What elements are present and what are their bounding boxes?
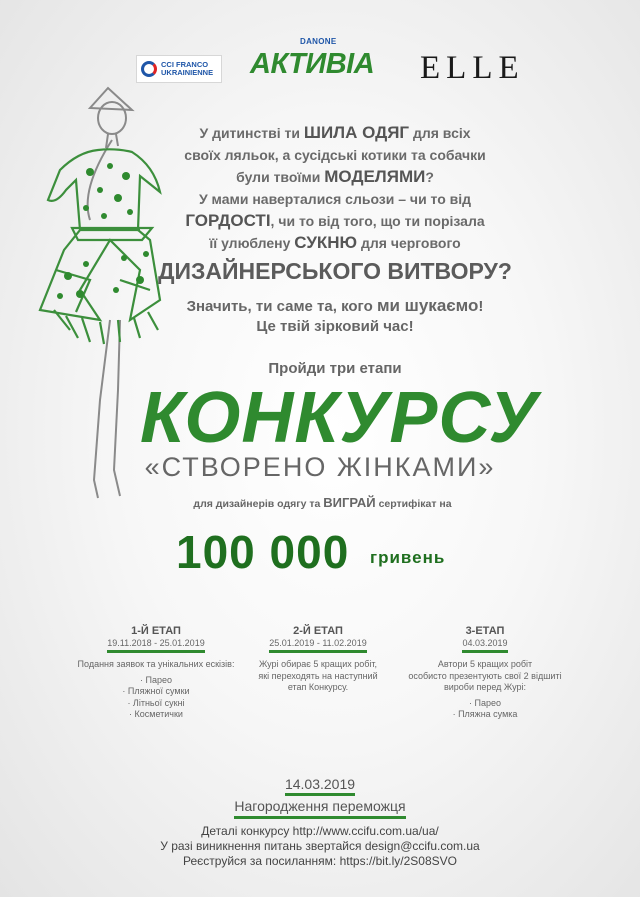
danone-logo: DANONE bbox=[300, 37, 337, 46]
stage-3-line: особисто презентують свої 2 відшиті bbox=[408, 670, 562, 681]
stage-1-item: · Пляжної сумки bbox=[122, 686, 190, 696]
intro-line-6: її улюблену СУКНЮ для чергового bbox=[209, 233, 461, 252]
intro-line-1: У дитинстві ти ШИЛА ОДЯГ для всіх bbox=[199, 123, 471, 142]
cci-logo-line1: CCI FRANCO bbox=[161, 60, 209, 69]
stage-3-item: · Парео bbox=[469, 697, 501, 708]
stage-2 bbox=[238, 626, 398, 694]
stage-3-title: 3-ЕТАП bbox=[465, 625, 505, 637]
stage-2-line: які переходять на наступний bbox=[258, 670, 378, 681]
intro-line-4: У мами наверталися сльози – чи то від bbox=[198, 191, 472, 207]
stage-3-line: Автори 5 кращих робіт bbox=[437, 659, 533, 669]
stage-1-dates: 19.11.2018 - 25.01.2019 bbox=[107, 638, 204, 654]
award-block bbox=[220, 776, 420, 819]
stage-2-line: Журі обирає 5 кращих робіт, bbox=[258, 659, 378, 669]
contest-details-line: Деталі конкурсу http://www.ccifu.com.ua/ua/ bbox=[201, 824, 439, 838]
intro-line-3: були твоїми МОДЕЛЯМИ? bbox=[236, 167, 434, 186]
cci-logo bbox=[136, 55, 222, 83]
stage-2-line: етап Конкурсу. bbox=[287, 682, 349, 692]
stage-1-item: · Парео bbox=[140, 674, 172, 685]
stage-1-item: · Косметички bbox=[129, 709, 183, 719]
intro-line-5: ГОРДОСТІ, чи то від того, що ти порізала bbox=[185, 211, 485, 230]
award-date: 14.03.2019 bbox=[285, 776, 355, 796]
prize-currency: гривень bbox=[370, 548, 446, 567]
contact-footer bbox=[100, 824, 540, 869]
stage-2-dates: 25.01.2019 - 11.02.2019 bbox=[269, 638, 366, 654]
intro-line-2: своїх ляльок, а сусідські котики та собачки bbox=[184, 147, 486, 163]
aktivia-logo: АКТИВІА bbox=[250, 48, 375, 80]
prize-description: для дизайнерів одягу та ВИГРАЙ сертифікат на bbox=[193, 495, 452, 510]
stage-3-line: вироби перед Журі: bbox=[443, 682, 527, 692]
award-text: Нагородження переможця bbox=[234, 798, 405, 819]
contest-heading: КОНКУРСУ bbox=[140, 378, 539, 458]
prize-amount: 100 000 bbox=[176, 526, 350, 578]
stage-1 bbox=[76, 626, 236, 721]
stage-1-title: 1-Й ЕТАП bbox=[131, 625, 181, 637]
stage-3-item: · Пляжна сумка bbox=[452, 709, 518, 719]
looking-for-you-text: Значить, ти саме та, кого ми шукаємо! Це твій зірковий час! bbox=[186, 296, 484, 335]
designer-question-heading: ДИЗАЙНЕРСЬКОГО ВИТВОРУ? bbox=[158, 258, 512, 284]
stage-2-title: 2-Й ЕТАП bbox=[293, 625, 343, 637]
intro-text bbox=[150, 122, 520, 254]
cci-logo-line2: UKRAINIENNE bbox=[161, 68, 214, 77]
stage-1-text: Подання заявок та унікальних ескізів: bbox=[77, 659, 235, 669]
elle-logo: ELLE bbox=[420, 50, 525, 86]
stage-1-item: · Літньої сукні bbox=[127, 697, 185, 708]
contest-name: «СТВОРЕНО ЖІНКАМИ» bbox=[144, 452, 496, 482]
cci-emblem-icon bbox=[141, 61, 157, 77]
registration-link-line: Реєструйся за посиланням: https://bit.ly/2S08SVO bbox=[183, 854, 457, 868]
stage-3 bbox=[400, 626, 570, 721]
stage-3-dates: 04.03.2019 bbox=[462, 638, 507, 654]
contact-email-line: У разі виникнення питань звертайся design@ccifu.com.ua bbox=[160, 839, 480, 853]
three-stages-lead: Пройди три етапи bbox=[268, 360, 402, 377]
